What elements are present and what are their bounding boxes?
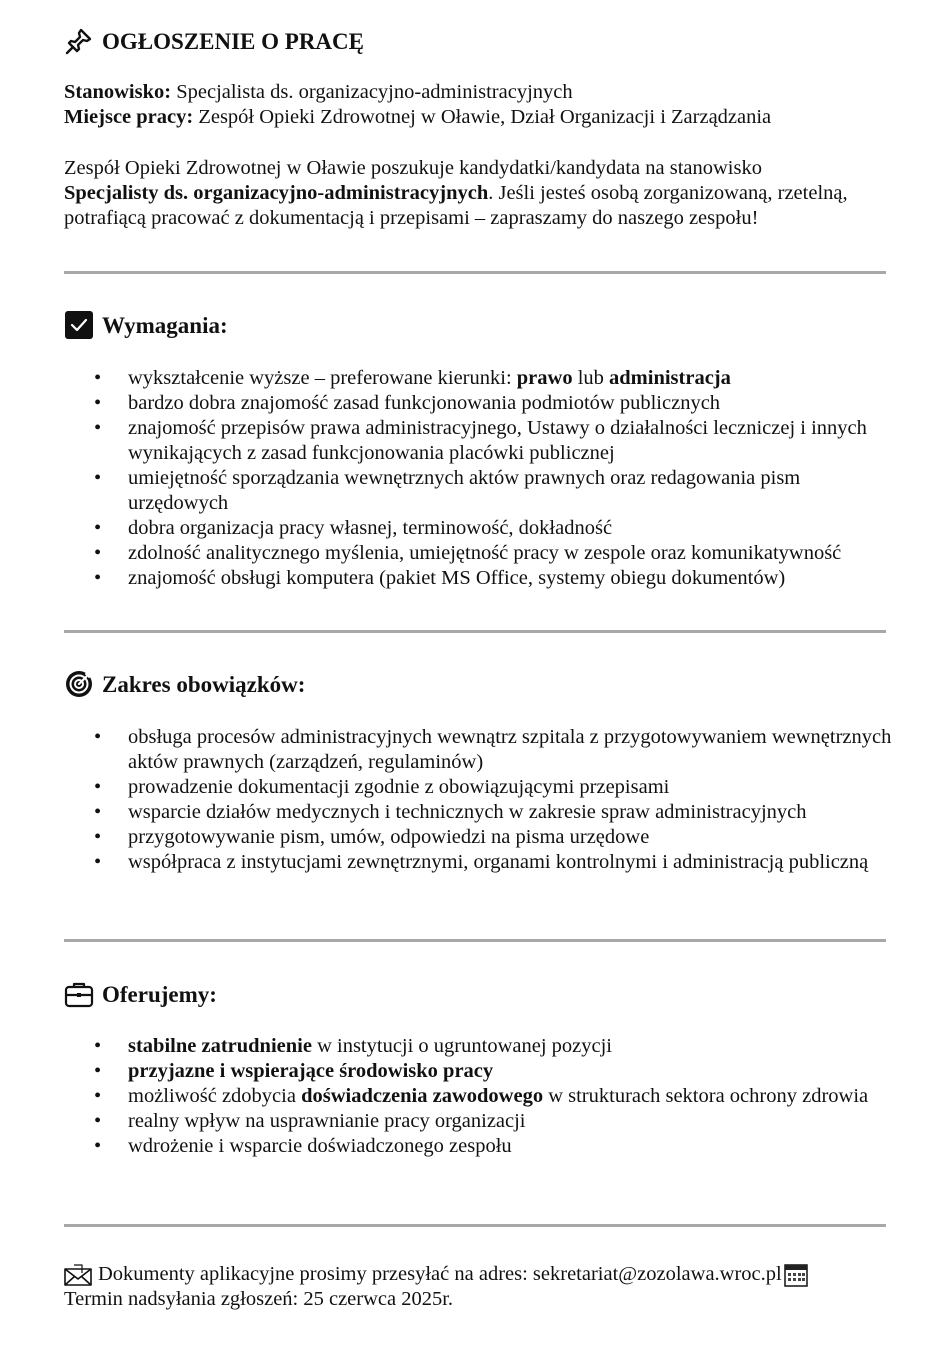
place-label: Miejsce pracy:	[64, 106, 194, 128]
list-item: • umiejętność sporządzania wewnętrznych aktów prawnych oraz redagowania pism urzędowych	[64, 466, 894, 516]
envelope-icon	[64, 1264, 92, 1286]
documents-text: Dokumenty aplikacyjne prosimy przesyłać na adres: sekretariat@zozolawa.wroc.pl	[98, 1263, 782, 1285]
footer	[64, 1262, 814, 1312]
requirements-list	[64, 366, 894, 591]
requirements-heading	[64, 310, 228, 340]
list-item: • przygotowywanie pism, umów, odpowiedzi na pisma urzędowe	[64, 825, 894, 850]
deadline-text: Termin nadsyłania zgłoszeń: 25 czerwca 2025r.	[64, 1288, 454, 1310]
calendar-icon	[784, 1263, 808, 1287]
list-item: • zdolność analitycznego myślenia, umiejętność pracy w zespole oraz komunikatywność	[64, 541, 894, 566]
offer-list	[64, 1034, 894, 1159]
place-line	[64, 105, 771, 130]
list-item: • znajomość przepisów prawa administracyjnego, Ustawy o działalności leczniczej i innych wynikających z zasad funkcjonowania placówki publicznej	[64, 416, 894, 466]
intro-paragraph: Zespół Opieki Zdrowotnej w Oławie poszukuje kandydatki/kandydata na stanowisko Specjalisty ds. organizacyjno-administracyjnych. Jeśli jesteś osobą zorganizowaną, rzetelną, potrafiącą pracować z dokumentacją i przepisami – zapraszamy do naszego zespołu!	[64, 157, 848, 229]
position-line	[64, 80, 771, 105]
divider	[64, 271, 886, 274]
checkbox-icon	[64, 310, 94, 340]
list-item: • prowadzenie dokumentacji zgodnie z obowiązującymi przepisami	[64, 775, 894, 800]
list-item: • stabilne zatrudnienie w instytucji o ugruntowanej pozycji	[64, 1034, 894, 1059]
offer-heading	[64, 979, 217, 1009]
pushpin-icon	[64, 26, 94, 56]
list-item: • obsługa procesów administracyjnych wewnątrz szpitala z przygotowywaniem wewnętrznych aktów prawnych (zarządzeń, regulaminów)	[64, 725, 894, 775]
list-item: • wykształcenie wyższe – preferowane kierunki: prawo lub administracja	[64, 366, 894, 391]
intro-position-bold: Specjalisty ds. organizacyjno-administracyjnych	[64, 182, 489, 204]
position-value: Specjalista ds. organizacyjno-administracyjnych	[176, 81, 573, 103]
list-item: • bardzo dobra znajomość zasad funkcjonowania podmiotów publicznych	[64, 391, 894, 416]
position-label: Stanowisko:	[64, 81, 172, 103]
duties-list	[64, 725, 894, 875]
divider	[64, 939, 886, 942]
job-meta	[64, 80, 771, 130]
list-item: • możliwość zdobycia doświadczenia zawodowego w strukturach sektora ochrony zdrowia	[64, 1084, 894, 1109]
duties-heading	[64, 669, 305, 699]
list-item: • wsparcie działów medycznych i technicznych w zakresie spraw administracyjnych	[64, 800, 894, 825]
duties-title: Zakres obowiązków:	[102, 671, 306, 697]
divider	[64, 1224, 886, 1227]
list-item: • współpraca z instytucjami zewnętrznymi, organami kontrolnymi i administracją publiczną	[64, 850, 894, 875]
divider	[64, 630, 886, 633]
offer-title: Oferujemy:	[102, 981, 217, 1007]
page-title	[64, 26, 364, 56]
requirements-title: Wymagania:	[102, 312, 228, 338]
list-item: • znajomość obsługi komputera (pakiet MS Office, systemy obiegu dokumentów)	[64, 566, 894, 591]
target-icon	[64, 669, 94, 699]
briefcase-icon	[64, 979, 94, 1009]
list-item: • realny wpływ na usprawnianie pracy organizacji	[64, 1109, 894, 1134]
place-value: Zespół Opieki Zdrowotnej w Oławie, Dział Organizacji i Zarządzania	[198, 106, 772, 128]
documents-line	[64, 1262, 814, 1287]
list-item: • wdrożenie i wsparcie doświadczonego zespołu	[64, 1134, 894, 1159]
list-item: • przyjazne i wspierające środowisko pracy	[64, 1059, 894, 1084]
list-item: • dobra organizacja pracy własnej, terminowość, dokładność	[64, 516, 894, 541]
title-text: OGŁOSZENIE O PRACĘ	[102, 28, 364, 54]
